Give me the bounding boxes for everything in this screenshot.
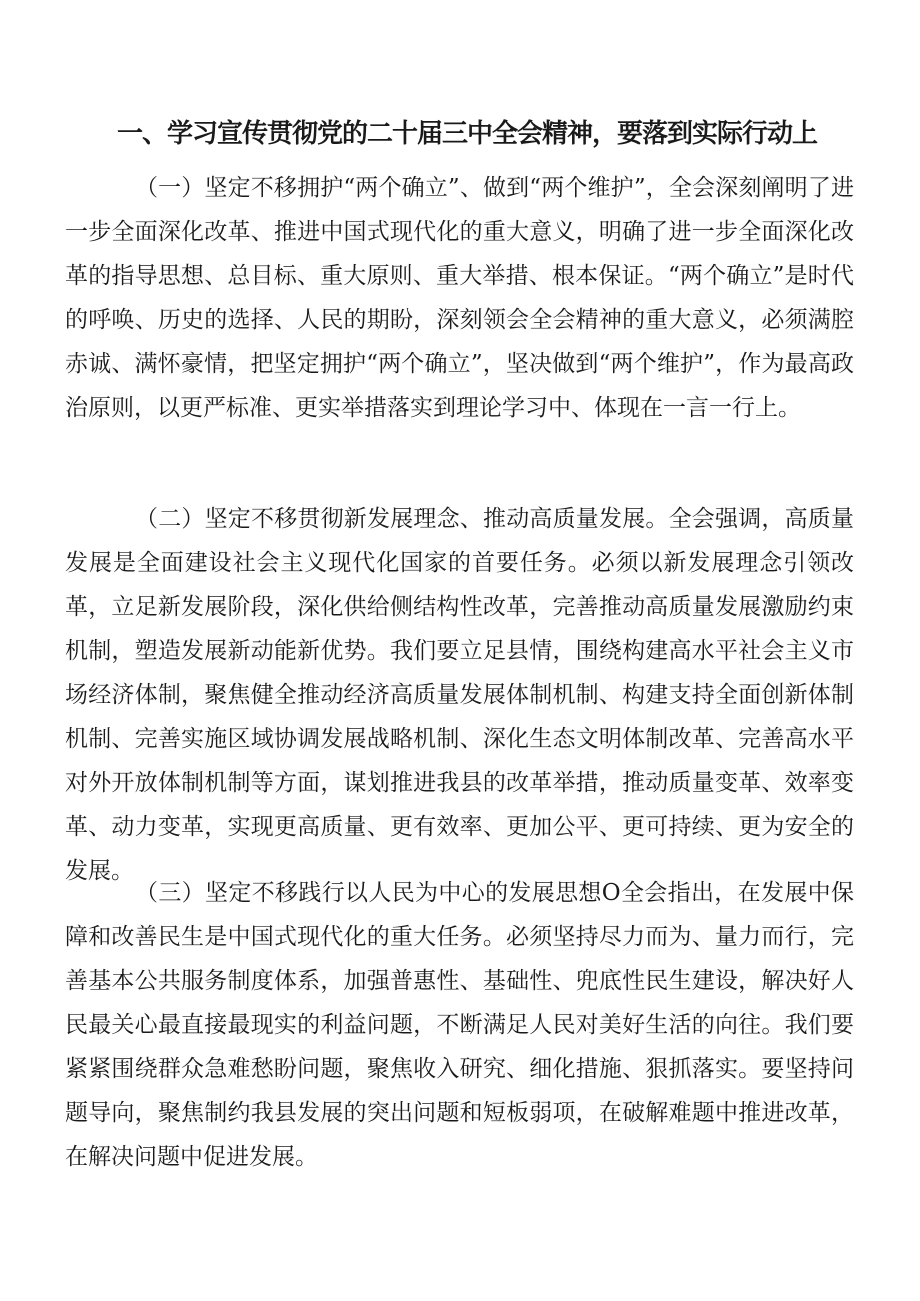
paragraph-1: （一）坚定不移拥护“两个确立”、做到“两个维护”，全会深刻阐明了进一步全面深化改革、推进中国式现代化的重大意义，明确了进一步全面深化改革的指导思想、总目标、重大原则、重大举措、根本保证。“两个确立”是时代的呼唤、历史的选择、人民的期盼，深刻领会全会精神的重大意义，必须满腔赤诚、满怀豪情，把坚定拥护“两个确立”，坚决做到“两个维护”，作为最高政治原则，以更严标准、更实举措落实到理论学习中、体现在一言一行上。 [65, 175, 854, 421]
paragraph-2: （二）坚定不移贯彻新发展理念、推动高质量发展。全会强调，高质量发展是全面建设社会主义现代化国家的首要任务。必须以新发展理念引领改革，立足新发展阶段，深化供给侧结构性改革，完善推动高质量发展激励约束机制，塑造发展新动能新优势。我们要立足县情，围绕构建高水平社会主义市场经济体制，聚焦健全推动经济高质量发展体制机制、构建支持全面创新体制机制、完善实施区域协调发展战略机制、深化生态文明体制改革、完善高水平对外开放体制机制等方面，谋划推进我县的改革举措，推动质量变革、效率变革、动力变革，实现更高质量、更有效率、更加公平、更可持续、更为安全的发展。 [65, 506, 854, 884]
paragraph-3: （三）坚定不移践行以人民为中心的发展思想O全会指出，在发展中保障和改善民生是中国式现代化的重大任务。必须坚持尽力而为、量力而行，完善基本公共服务制度体系，加强普惠性、基础性、兜底性民生建设，解决好人民最关心最直接最现实的利益问题，不断满足人民对美好生活的向往。我们要紧紧围绕群众急难愁盼问题，聚焦收入研究、细化措施、狠抓落实。要坚持问题导向，聚焦制约我县发展的突出问题和短板弱项，在破解难题中推进改革，在解决问题中促进发展。 [65, 880, 854, 1170]
section-heading: 一、学习宣传贯彻党的二十届三中全会精神，要落到实际行动上 [117, 119, 818, 149]
